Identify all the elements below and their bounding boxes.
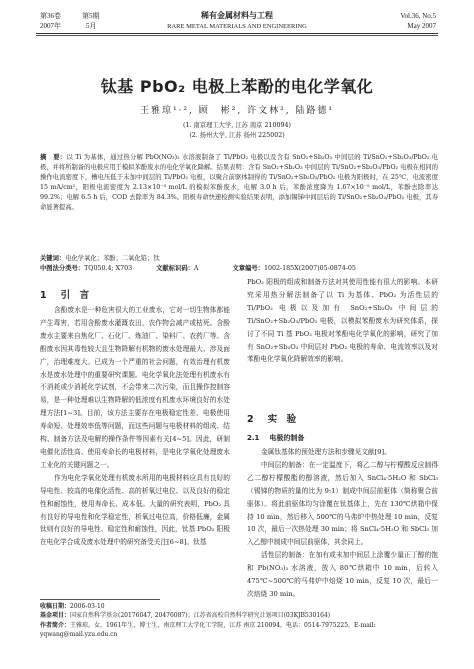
keywords-text: 电化学氧化；苯酚；二氧化铅；钛 (65, 255, 160, 262)
doc-value: A (193, 265, 199, 272)
footnote-bio (40, 621, 438, 640)
header-volume-cn: 第36卷 (40, 12, 61, 20)
header-rule (36, 33, 438, 34)
header-month-cn: 5月 (86, 22, 97, 30)
classification-line (40, 264, 438, 273)
header-journal-en: RARE METAL MATERIALS AND ENGINEERING (167, 23, 307, 30)
subsection-2-1-number: 2.1 (247, 434, 260, 442)
paragraph: PbO₂ 阳极的组成和制备方法对其使用性能有很大的影响。本研究采用热分解法制备了以 Ti 为基体、PbO₂ 为活性层的 Ti/PbO₂ 电极以及加有 SnO₂+Sb₂O₃ 中间层的 Ti/SnO₂+Sb₂O₃/PbO₂ 电极，以模拟苯酚废水为研究体系，探讨了不同 Ti 基 PbO₂ 电极对苯酚电化学氧化的影响，研究了加有 SnO₂+Sb₂O₃ 中间层对 PbO₂ 电极的寿命、电流效率以及对苯酚电化学氧化降解效率的影响。 (247, 278, 438, 364)
paper-authors: 王雅琼¹·², 顾 彬², 许文林², 陆路德¹ (139, 106, 335, 116)
subsection-2-1-heading (247, 433, 304, 443)
left-column-body (40, 304, 230, 584)
subsection-2-1-title: 电极的制备 (269, 434, 305, 442)
section-2-heading (247, 411, 296, 425)
header-date-en: May 2007 (407, 22, 436, 30)
received-label: 收稿日期： (40, 603, 71, 610)
paragraph: 中间层的制备：在一定温度下，将乙二醇与柠檬酸反应制得乙二醇柠檬酸酯的醇溶液，然后加入 SnCl₄·5H₂O 和 SbCl₃（锡锑的物质的量的比为 9:1）制成中间层前驱体（简称聚合前驱体）。将此前驱体均匀涂覆在钛基体上，先在 130℃烘箱中保持 10 min，然后移入 500℃的马弗炉中热处理 10 min，反复 10 次，最后一次热处理 30 min；将 SnCl₄·5H₂O 和 SbCl₃ 加入乙醇中制成中间层前驱体，其余同上。 (247, 460, 438, 547)
paragraph: 金属钛基体的预处理方法和步骤见文献[9]。 (261, 448, 391, 456)
bio-label: 作者简介： (40, 621, 71, 629)
footnote-received (40, 602, 438, 611)
header-journal-cn: 稀有金属材料与工程 (201, 11, 273, 20)
affiliation-1: (1. 南京理工大学, 江苏 南京 210094) (183, 122, 291, 129)
header-volume-en: Vol.36, No.5 (400, 12, 436, 20)
right-column-body (247, 446, 438, 598)
footnote (40, 602, 438, 639)
paragraph: 作为电化学氧化处理有机废水所用的电极材料应具有良好的导电性、较高的电催化活性、高的析氧过电位、以及良好的稳定性和耐蚀性，使用寿命长、成本低。大量的研究表明，PbO₂ 具有良好的导电性和化学稳定性，析氧过电位高，价格低廉，金属钛则有良好的导电性、稳定性和耐蚀性，因此，钛基 PbO₂ 阳极在电化学合成及废水处理中的研究备受关注[6~8]。钛基 (40, 473, 230, 547)
footnote-fund (40, 611, 438, 620)
doc-label: 文献标识码： (156, 265, 194, 272)
header-rule-thin (36, 35, 438, 36)
abstract-label: 摘 要： (40, 154, 67, 161)
affiliation-2: (2. 扬州大学, 江苏 扬州 225002) (189, 132, 285, 139)
clc-value: TQ050.4; X703 (84, 265, 133, 272)
paragraph: 含酚废水是一种危害很大的工业废水，它对一切生物体都能产生毒害，若用含酚废水灌溉农田，农作物会减产或枯死。含酚废水主要来自焦化厂、石化厂、炼油厂、染料厂、农药厂等。含酚废水因其毒性较大且生物降解有机物的废水处理最大、涉及面广，治理难度大。已成为一个严重的社会问题，有效治理有机废水是废水处理中的重要研究课题。电化学氧化法处理有机废水有不消耗或少消耗化学试剂，不会带来二次污染，而且操作控制容易，是一种处理难以生物降解的低浓度有机废水环境良好的水处理方法[1~3]。目前，该方法主要存在电极稳定性差、电极使用寿命短、处理效率低等问题，而这些问题与电极材料的组成、结构、制备方法及电解的操作条件等因素有关[4~5]。因此，研制电催化活性高、使用寿命长的电极材料，是电化学氧化处理废水工业化的关键问题之一。 (40, 306, 230, 469)
section-2-number: 2 (247, 414, 254, 425)
fund-label: 基金项目： (40, 612, 71, 620)
section-1-title: 引 言 (60, 290, 90, 301)
paper-title: 钛基 PbO₂ 电极上苯酚的电化学氧化 (100, 77, 374, 96)
received-value: 2006-03-10 (70, 603, 105, 610)
header-year-cn: 2007年 (40, 22, 61, 30)
fund-value: 国家自然科学基金(20176047, 20476087)；江苏省高校自然科学研究计划项目(03KJB530164) (70, 612, 331, 620)
article-label: 文章编号： (232, 265, 264, 272)
footnote-rule (40, 599, 160, 600)
right-column-intro (247, 276, 438, 400)
section-2-title: 实 验 (267, 414, 297, 425)
section-1-heading (40, 287, 89, 301)
keywords (40, 254, 160, 263)
section-1-number: 1 (40, 290, 47, 301)
paragraph: 活性层的制备：在加有或未加中间层上涂覆少量正丁醇的饱和 Pb(NO₃)₂ 水溶液，放入 80℃烘箱中 10 min，后转入 475℃~500℃的马弗炉中焙烧 10 min，反复 10 次，最后一次焙烧 30 min。 (247, 551, 438, 598)
bio-value: 王雅琼，女，1961年生，博士生，南京理工大学化工学院，江苏 南京 210094，电话：0514-7975225，E-mail: yqwang@mail.yzu.edu.cn (40, 621, 376, 638)
article-value: 1002-185X(2007)05-0874-05 (263, 265, 356, 272)
keywords-label: 关键词： (40, 255, 66, 262)
abstract-text: 以 Ti 为基体，通过热分解 PbO(NO₃)₂ 水溶液制备了 Ti/PbO₂ 电极以及含有 SnO₂+Sb₂O₃ 中间层的 Ti/SnO₂+Sb₂O₃/PbO₂ 电极，并将所制备的电极应用于模拟苯酚废水的电化学氧化降解。结果表明：含有 SnO₂+Sb₂O₃ 中间层的 Ti/SnO₂+Sb₂O₃/PbO₂ 电极在相同的操作电流密度下，槽电压低于未加中间层的 Ti/PbO₂ 电极，以聚合前驱体制得的 Ti/SnO₂+Sb₂O₃/PbO₂ 电极为阳极时，在 25℃，电流密度 15 mA/cm²，阳极电流密度为 2.13×10⁻³ mol/L 的模拟苯酚废水，电解 3.0 h 后，苯酚浓度降为 1.67×10⁻⁵ mol/L，苯酚去除率达 99.2%；电解 6.5 h 后，COD 去除率为 84.3%。阳极寿命快速检测实验结果表明，添加锡锑中间层后的 Ti/SnO₂+Sb₂O₃/PbO₂ 电极，其寿命显著提高。 (40, 154, 438, 211)
header-issue-cn: 第5期 (82, 12, 100, 20)
clc-label: 中图法分类号： (40, 265, 85, 272)
abstract (40, 153, 438, 253)
